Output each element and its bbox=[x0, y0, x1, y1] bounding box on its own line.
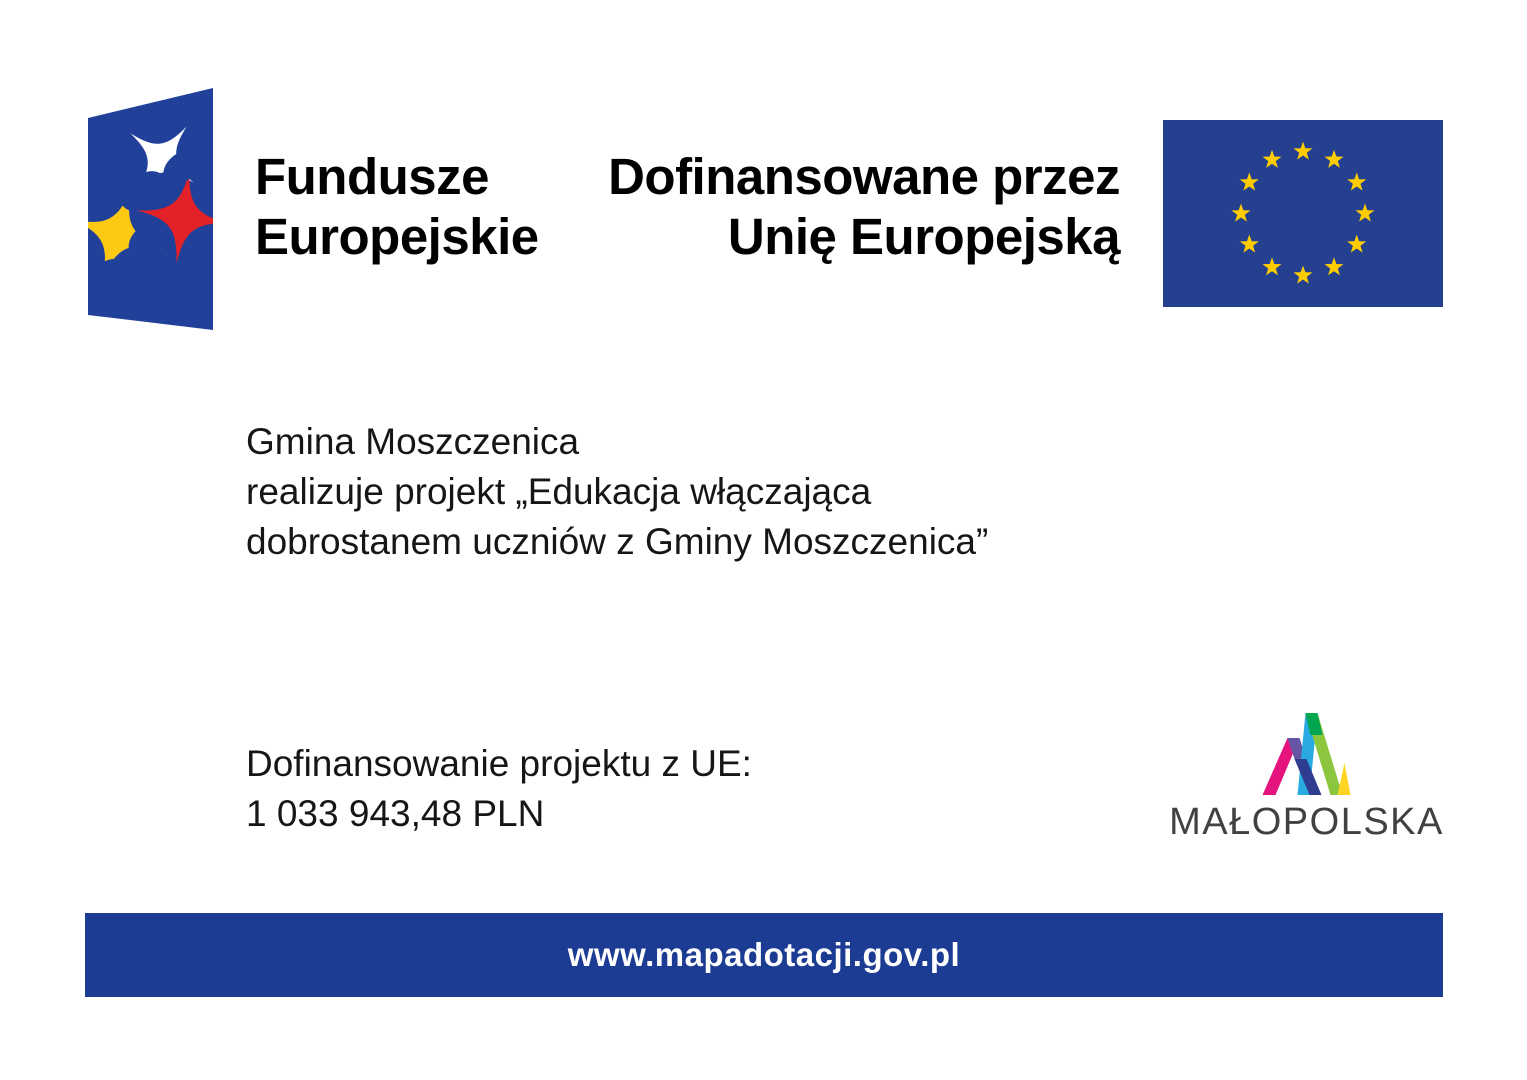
funding-label: Dofinansowanie projektu z UE: bbox=[246, 743, 752, 784]
malopolska-wordmark: MAŁOPOLSKA bbox=[1169, 801, 1444, 843]
footer-url: www.mapadotacji.gov.pl bbox=[567, 936, 961, 973]
funding-info bbox=[246, 739, 752, 839]
fe-brand-line2: Europejskie bbox=[255, 208, 539, 265]
eu-funding-line2: Unię Europejską bbox=[727, 208, 1120, 265]
eu-funding-title bbox=[608, 147, 1120, 267]
fe-brand-line1: Fundusze bbox=[255, 148, 489, 205]
eu-flag-icon bbox=[1163, 120, 1443, 307]
malopolska-logo-icon bbox=[1256, 701, 1352, 796]
project-line1: Gmina Moszczenica bbox=[246, 421, 580, 462]
fundusze-europejskie-logo-icon bbox=[88, 88, 214, 331]
fe-brand-title bbox=[255, 147, 539, 267]
project-line3: dobrostanem uczniów z Gminy Moszczenica” bbox=[246, 521, 989, 562]
project-description bbox=[246, 417, 988, 567]
malopolska-yellow-peak bbox=[1338, 763, 1351, 795]
project-line2: realizuje projekt „Edukacja włączająca bbox=[246, 471, 872, 512]
funding-amount: 1 033 943,48 PLN bbox=[246, 793, 545, 834]
footer-bar bbox=[85, 913, 1443, 997]
eu-funding-line1: Dofinansowane przez bbox=[608, 148, 1120, 205]
